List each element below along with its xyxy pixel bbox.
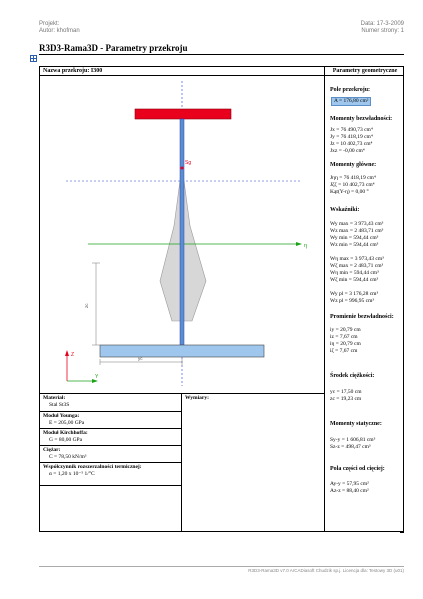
kirchhoff-rule	[40, 445, 181, 446]
centroid-marker	[181, 167, 184, 170]
centroid-label: Środek ciężkości:	[330, 373, 375, 379]
axis-z-label: Z	[71, 352, 75, 358]
cross-section-drawing	[40, 76, 325, 395]
shear-label: Pola części od cięciej:	[330, 466, 385, 472]
principal-label: Momenty główne:	[330, 162, 377, 168]
axis-y-label: Y	[95, 374, 99, 380]
header-author: Autor: khofman	[39, 28, 80, 34]
params-pane	[325, 76, 405, 533]
indices-g1-0: Wy max = 3 973,43 cm³	[330, 221, 384, 227]
dim-horizontal-label: yc	[138, 356, 143, 361]
shear-line-0: Ay-y = 57,95 cm²	[330, 481, 369, 487]
material-value: Stal St3S	[49, 401, 70, 408]
weight-cell	[43, 447, 86, 460]
young-value: E = 205,00 GPa	[49, 419, 85, 426]
kirchhoff-value: G = 80,00 GPa	[49, 436, 83, 443]
inertia-line-3: Jxz = -0,00 cm⁴	[330, 148, 365, 154]
indices-g1-2: Wy min = 594,44 cm³	[330, 235, 379, 241]
dim-vertical-label: zc	[84, 303, 89, 308]
table-corner-mark	[400, 529, 404, 533]
footer-text: R3D3-Rama3D v7.0 ArCADiasoft Chudzik sp.j. Licencja dla: Testowy 3D (u01)	[248, 568, 404, 573]
radii-line-0: iy = 20,79 cm	[330, 327, 361, 333]
inertia-label: Momenty bezwładności:	[330, 116, 393, 122]
header-pages: Numer strony: 1	[361, 28, 404, 34]
weight-value: C = 78,50 kN/m³	[49, 453, 87, 460]
centroid-line-1: zc = 19,23 cm	[330, 396, 362, 402]
indices-g1-3: Wz min = 594,44 cm³	[330, 242, 379, 248]
section-table	[39, 66, 404, 532]
radii-line-3: iζ = 7,67 cm	[330, 348, 358, 354]
material-cell	[43, 395, 69, 408]
params-header: Parametry geometryczne	[332, 68, 398, 74]
thermal-value: α = 1,20 x 10⁻⁵ 1/°C	[49, 470, 95, 477]
shear-line-1: Az-z = 88,40 cm²	[330, 488, 369, 494]
axis-z-arrow	[65, 350, 69, 356]
centroid-tag: Sg	[185, 160, 192, 166]
bottom-flange	[100, 345, 264, 357]
document-title: R3D3-Rama3D - Parametry przekroju	[39, 43, 188, 53]
principal-line-2: Kąt(Y-η) = 0,00 °	[330, 189, 369, 195]
area-value: A = 176,80 cm²	[331, 97, 371, 106]
static-label: Momenty statyczne:	[330, 421, 382, 427]
indices-g2-1: Wζ max = 2 483,71 cm³	[330, 263, 384, 269]
thermal-cell	[43, 464, 180, 477]
area-label: Pole przekroju:	[330, 87, 371, 93]
section-name: Nazwa przekroju: I300	[43, 68, 103, 74]
title-rule	[39, 54, 404, 55]
material-label: Materiał:	[43, 395, 66, 401]
thermal-rule	[40, 485, 181, 486]
kirchhoff-cell	[43, 430, 88, 443]
material-rule	[40, 411, 181, 412]
weight-rule	[40, 462, 181, 463]
plus-move-icon[interactable]	[30, 55, 37, 62]
indices-g2-3: Wζ min = 594,44 cm³	[330, 277, 379, 283]
indices-g3-1: Wz pl = 996,95 cm³	[330, 298, 375, 304]
young-rule	[40, 428, 181, 429]
centroid-line-0: yc = 17,50 cm	[330, 389, 362, 395]
principal-line-0: Jηη = 76 418,19 cm⁴	[330, 175, 376, 181]
inertia-line-0: Jx = 76 490,73 cm⁴	[330, 127, 373, 133]
footer-rule	[39, 566, 404, 567]
inertia-line-2: Jz = 10 402,73 cm⁴	[330, 141, 373, 147]
web	[180, 119, 184, 345]
dims-header: Wymiary:	[185, 395, 209, 401]
indices-g2-2: Wη min = 594,44 cm³	[330, 270, 379, 276]
radii-label: Promienie bezwładności:	[330, 314, 394, 320]
thermal-label: Współczynnik rozszerzalności termicznej:	[43, 464, 142, 470]
static-line-1: Sz-z = 498,47 cm³	[330, 444, 371, 450]
header-date: Data: 17-3-2009	[360, 21, 404, 27]
principal-line-1: Jζζ = 10 402,73 cm⁴	[330, 182, 375, 188]
weight-label: Ciężar:	[43, 447, 61, 453]
principal-axis-arrow	[296, 242, 302, 246]
young-label: Moduł Younga:	[43, 413, 80, 419]
radii-line-1: iz = 7,67 cm	[330, 334, 358, 340]
eta-axis-label: η	[304, 243, 308, 249]
static-line-0: Sy-y = 1 606,81 cm³	[330, 437, 376, 443]
radii-line-2: iη = 20,79 cm	[330, 341, 361, 347]
young-cell	[43, 413, 84, 426]
header-project: Projekt:	[39, 21, 60, 27]
indices-g2-0: Wη max = 3 973,43 cm³	[330, 256, 384, 262]
inertia-line-1: Jy = 76 418,19 cm⁴	[330, 134, 373, 140]
indices-label: Wskaźniki:	[330, 207, 360, 213]
dims-column-rule	[181, 393, 182, 531]
indices-g3-0: Wy pl = 3 176,28 cm³	[330, 291, 379, 297]
indices-g1-1: Wz max = 2 483,71 cm³	[330, 228, 384, 234]
kirchhoff-label: Moduł Kirchhoffa:	[43, 430, 88, 436]
top-flange	[135, 109, 231, 119]
